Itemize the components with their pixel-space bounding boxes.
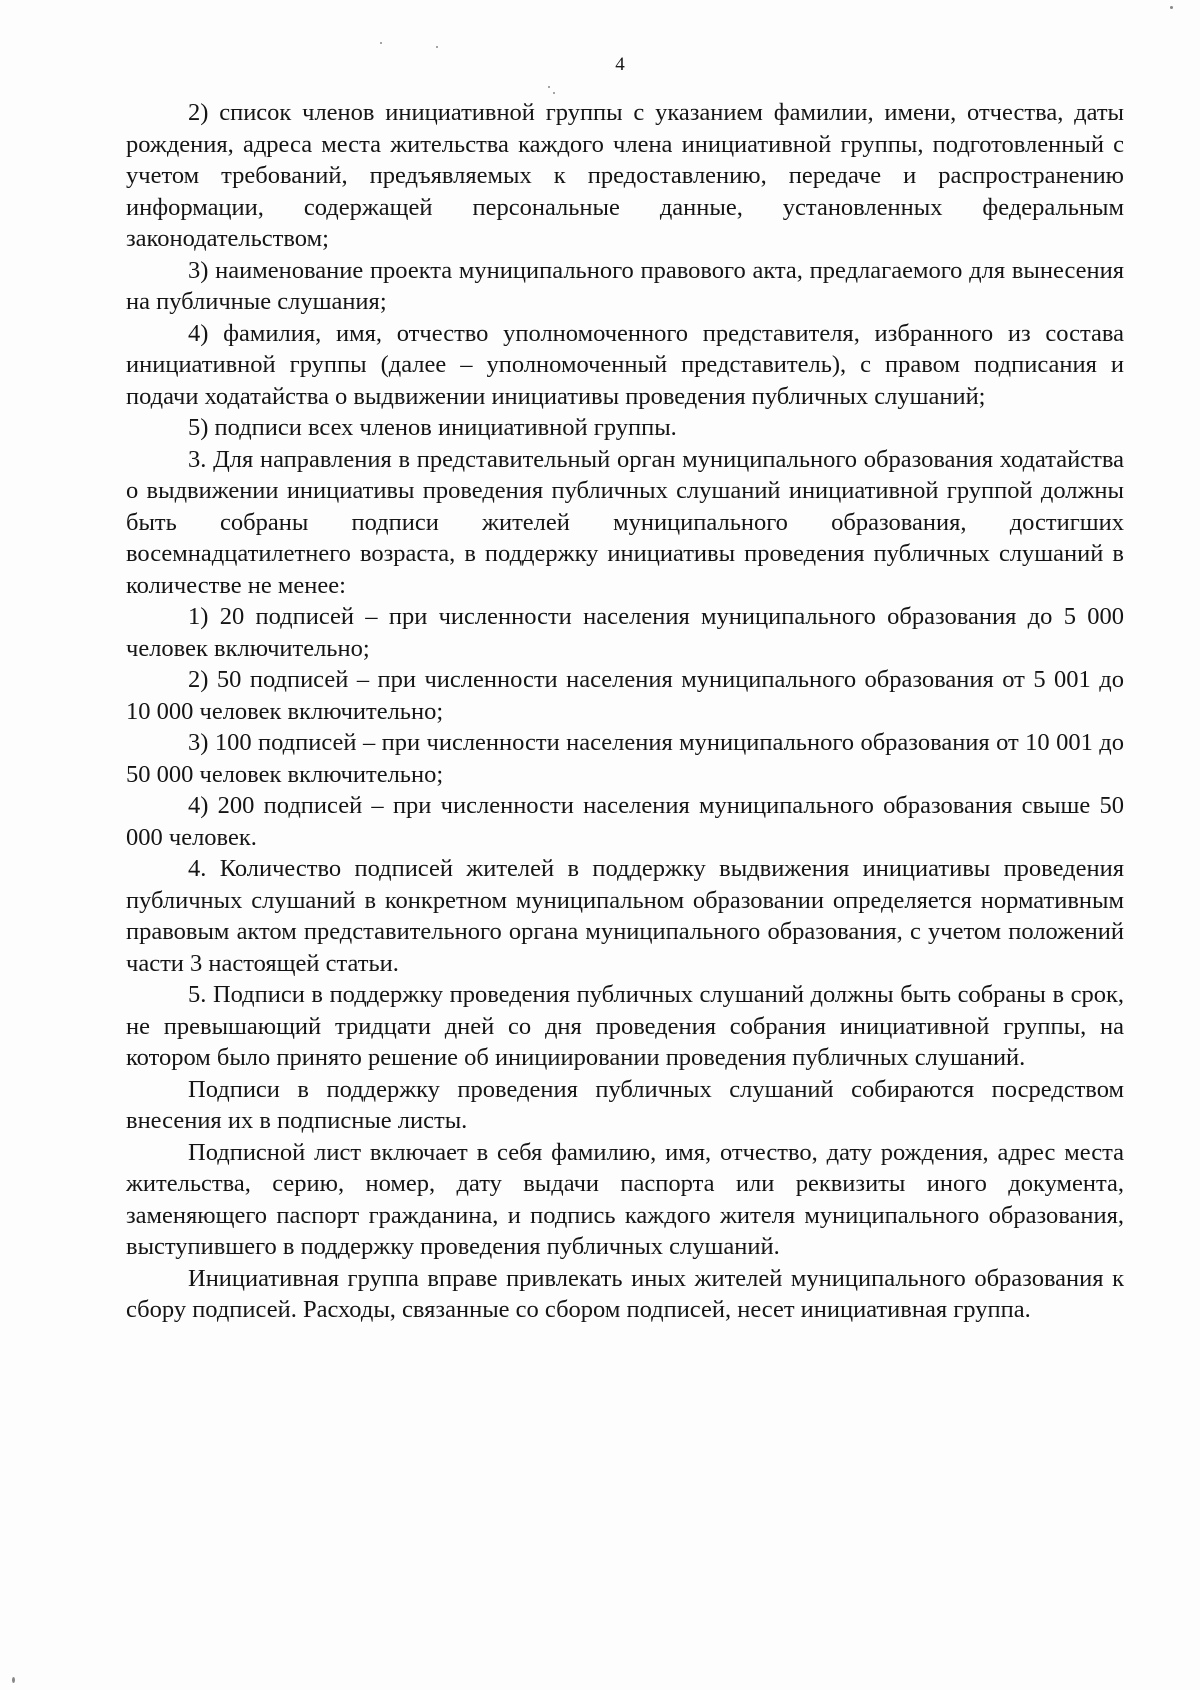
paragraph-list-item-3: 3) наименование проекта муниципального правового акта, предлагаемого для вынесения на публичные слушания; (126, 256, 1124, 315)
scan-speck (436, 46, 438, 48)
paragraph-section-3: 3. Для направления в представительный орган муниципального образования ходатайства о выдвижении инициативы проведения публичных слушаний инициативной группой должны быть собраны подписи жителей муниципального образования, достигших восемнадцатилетнего возраста, в поддержку инициативы проведения публичных слушаний в количестве не менее: (126, 445, 1124, 599)
paragraph-signature-sheets: Подписи в поддержку проведения публичных слушаний собираются посредством внесения их в подписные листы. (126, 1075, 1124, 1134)
scan-speck (12, 1677, 15, 1683)
paragraph-signature-sheet-contents: Подписной лист включает в себя фамилию, имя, отчество, дату рождения, адрес места жительства, серию, номер, дату выдачи паспорта или реквизиты иного документа, заменяющего паспорт гражданина, и подпись каждого жителя муниципального образования, выступившего в поддержку проведения публичных слушаний. (126, 1138, 1124, 1260)
paragraph-threshold-4: 4) 200 подписей – при численности населения муниципального образования свыше 50 000 человек. (126, 792, 1124, 851)
paragraph-section-4: 4. Количество подписей жителей в поддержку выдвижения инициативы проведения публичных слушаний в конкретном муниципальном образовании определяется нормативным правовым актом представительного органа муниципального образования, с учетом положений части 3 настоящей статьи. (126, 855, 1124, 977)
scan-speck (553, 92, 555, 94)
paragraph-list-item-2: 2) список членов инициативной группы с указанием фамилии, имени, отчества, даты рождения, адреса места жительства каждого члена инициативной группы, подготовленный с учетом требований, предъявляемых к предоставлению, передаче и распространению информации, содержащей персональные данные, установленных федеральным законодательством; (126, 99, 1124, 252)
scan-speck (380, 42, 382, 44)
paragraph-threshold-3: 3) 100 подписей – при численности населения муниципального образования от 10 001 до 50 000 человек включительно; (126, 729, 1124, 788)
scan-speck (548, 86, 550, 88)
document-body (126, 97, 1124, 1326)
scan-speck (1170, 6, 1173, 9)
paragraph-section-5: 5. Подписи в поддержку проведения публичных слушаний должны быть собраны в срок, не превышающий тридцати дней со дня проведения собрания инициативной группы, на котором было принято решение об инициировании проведения публичных слушаний. (126, 981, 1124, 1071)
paragraph-list-item-4: 4) фамилия, имя, отчество уполномоченного представителя, избранного из состава инициативной группы (далее – уполномоченный представитель), с правом подписания и подачи ходатайства о выдвижении инициативы проведения публичных слушаний; (126, 319, 1124, 410)
paragraph-initiative-group-expenses: Инициативная группа вправе привлекать иных жителей муниципального образования к сбору подписей. Расходы, связанные со сбором подписей, несет инициативная группа. (126, 1264, 1124, 1323)
page-number: 4 (615, 54, 625, 75)
paragraph-list-item-5: 5) подписи всех членов инициативной группы. (188, 414, 677, 441)
paragraph-threshold-2: 2) 50 подписей – при численности населения муниципального образования от 5 001 до 10 000 человек включительно; (126, 666, 1124, 725)
paragraph-threshold-1: 1) 20 подписей – при численности населения муниципального образования до 5 000 человек включительно; (126, 603, 1124, 662)
